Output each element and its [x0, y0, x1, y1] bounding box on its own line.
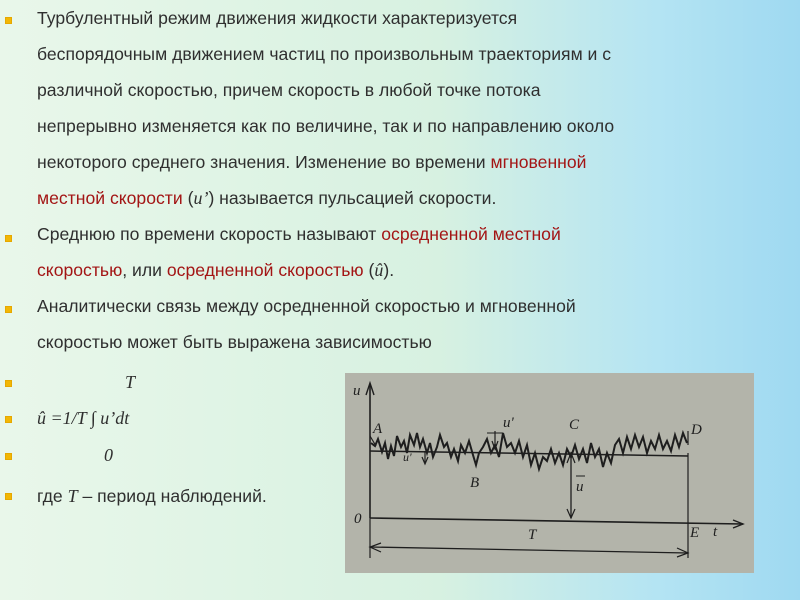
- text-fragment: ) называется пульсацией скорости.: [208, 188, 497, 208]
- symbol-u-prime: u’: [193, 188, 209, 208]
- term-velocity: скоростью: [37, 260, 123, 280]
- text-fragment: ).: [383, 260, 395, 280]
- u-prime-top-label: u': [503, 415, 514, 431]
- paragraph-analytic-relation: [37, 288, 737, 360]
- term-local-velocity: местной скорости: [37, 188, 183, 208]
- velocity-pulsation-diagram: [345, 373, 754, 573]
- t-axis: [370, 518, 743, 524]
- paragraph-turbulent-regime: [37, 0, 737, 216]
- text-line: различной скоростью, причем скорость в любой точке потока: [37, 80, 541, 100]
- point-D-label: D: [691, 422, 702, 438]
- bullet-marker: [5, 235, 12, 242]
- bullet-marker: [5, 306, 12, 313]
- instantaneous-velocity-curve: [371, 433, 687, 469]
- text-line: Аналитически связь между осредненной скоростью и мгновенной: [37, 296, 576, 316]
- bullet-marker: [5, 416, 12, 423]
- bullet-marker: [5, 17, 12, 24]
- paragraph-mean-velocity: [37, 216, 737, 288]
- symbol-u-hat: û: [374, 260, 384, 280]
- term-averaged-local: осредненной местной: [381, 224, 561, 244]
- period-span-line: [370, 547, 688, 553]
- point-B-label: B: [470, 475, 480, 491]
- text-line: скоростью может быть выражена зависимостью: [37, 332, 432, 352]
- u-prime-left-label: u': [403, 450, 412, 464]
- point-C-label: C: [569, 417, 580, 433]
- text-line: некоторого среднего значения. Изменение во времени: [37, 152, 491, 172]
- origin-label: 0: [354, 511, 362, 527]
- point-A-label: A: [373, 421, 383, 437]
- term-averaged-velocity: осредненной скоростью: [166, 260, 364, 280]
- formula-main: û =1/T ∫ u’dt: [37, 408, 130, 428]
- mean-u-label: u: [576, 479, 584, 495]
- text-line: беспорядочным движением частиц по произвольным траекториям и с: [37, 44, 612, 64]
- text-fragment: , или: [122, 260, 167, 280]
- bullet-marker: [5, 453, 12, 460]
- text-fragment: (: [363, 260, 375, 280]
- text-fragment: где: [37, 486, 68, 506]
- t-axis-label: t: [713, 524, 718, 540]
- text-line: Турбулентный режим движения жидкости характеризуется: [37, 8, 518, 28]
- text-fragment: (: [182, 188, 194, 208]
- period-T-label: T: [528, 527, 537, 543]
- u-axis-label: u: [353, 383, 361, 399]
- formula-lower-limit: 0: [104, 445, 113, 465]
- bullet-marker: [5, 380, 12, 387]
- velocity-pulsation-figure: [345, 373, 754, 573]
- symbol-T: T: [67, 486, 78, 506]
- formula-upper-limit: T: [125, 372, 136, 392]
- text-fragment: – период наблюдений.: [77, 486, 267, 506]
- bullet-marker: [5, 493, 12, 500]
- point-E-label: E: [690, 525, 700, 541]
- text-line: непрерывно изменяется как по величине, так и по направлению около: [37, 116, 615, 136]
- text-line: Среднюю по времени скорость называют: [37, 224, 382, 244]
- term-instant: мгновенной: [490, 152, 587, 172]
